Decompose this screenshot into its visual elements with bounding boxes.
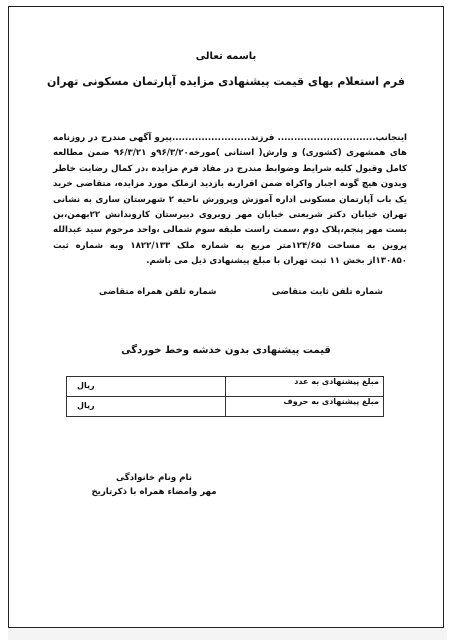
price-words-field[interactable]: [67, 397, 226, 417]
seal-signature-label: مهر وامضاء همراه با ذکرتاریخ: [91, 487, 217, 497]
price-table: [66, 376, 384, 417]
price-number-field[interactable]: [67, 377, 226, 397]
mobile-phone-label: شماره تلفن همراه متقاضی: [99, 287, 217, 297]
form-page: [8, 6, 444, 628]
price-section-title: قیمت پیشنهادی بدون خدشه وخط خوردگی: [121, 345, 331, 356]
full-name-label: نام ونام خانوادگی: [116, 473, 192, 483]
rial-unit-label: ریال: [77, 401, 95, 410]
table-row: [67, 377, 384, 397]
bismillah-heading: باسمه تعالی: [195, 51, 257, 62]
table-row: [67, 397, 384, 417]
rial-unit-label: ریال: [77, 381, 95, 390]
form-title: فرم استعلام بهای قیمت پیشنهادی مزایده آپارتمان مسکونی تهران: [47, 75, 405, 88]
price-words-label: مبلغ پیشنهادی به حروف: [226, 397, 384, 417]
price-number-label: مبلغ پیشنهادی به عدد: [226, 377, 384, 397]
phone-fields: [99, 287, 383, 301]
page-bottom-margin: [8, 628, 447, 640]
declaration-paragraph: اینجانب.............................. فرزند........................پیرو آگهی مندرج در روزنامه های همشهری (کشوری) و وارش( استانی )مورخه۹۶/۳/۲۰و ۹۶/۳/۲۱ ضمن مطالعه کامل وقبول کلیه شرایط وضوابط مندرج در مفاد فرم مزایده ،در کمال رضایت خاطر وبدون هیچ گونه اجبار واکراه ضمن اقراربه بازدید ازملک مورد مزایده، متقاضی خرید یک باب آپارتمان مسکونی اداره آموزش وپرورش ناحیه ۲ شهرستان ساری به نشانی تهران خیابان دکتر شریعتی خیابان مهر روبروی دبیرستان کاروندانش ۲۲بهمن،بن بست مهر پنجم،پلاک دوم ،سمت راست طبقه سوم شمالی ،واحد مرحوم سید عبدالله پروین به مساحت ۱۲۴/۶۵متر مربع به شماره ملک ۱۸۲۲/۱۳۳ وبه شماره ثبت ۱۳۰۸۵۰از بخش ۱۱ ثبت تهران با مبلغ پیشنهادی ذیل می باشم.: [53, 133, 407, 267]
landline-phone-label: شماره تلفن ثابت متقاضی: [271, 287, 383, 297]
